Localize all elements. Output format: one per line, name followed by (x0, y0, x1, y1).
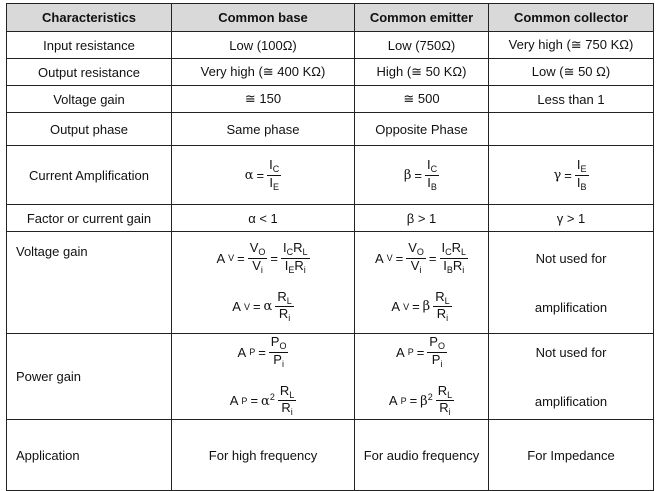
row-output-phase (7, 113, 654, 146)
cell-cb: Low (100Ω) (172, 32, 355, 59)
cell-cc-note: Not used for amplification (489, 232, 654, 334)
cell-label: Current Amplification (7, 146, 172, 205)
cell-cb: Same phase (172, 113, 355, 146)
cell-cb-formula: A P = $\frac{P_O}{P_i}$ A P = $\alpha^2$ $\frac{R_L}{R_i}$ (172, 334, 355, 420)
header-common-collector: Common collector (489, 4, 654, 32)
cell-cc (489, 113, 654, 146)
fraction: $\frac{I_C}{I_E}$ (269, 156, 280, 192)
cell-cb-formula: α = $\frac{I_C}{I_E}$ (172, 146, 355, 205)
fraction: $\frac{I_C}{I_B}$ (426, 156, 438, 192)
row-input-resistance (7, 32, 654, 59)
cell-cb-formula: A V = $\frac{V_O}{V_i}$ = $\frac{I_CR_L}{I_ER_i}$ A V = α $\frac{R_L}{R_i}$ (172, 232, 355, 334)
cell-label: Application (7, 420, 172, 491)
cell-label: Power gain (7, 334, 172, 420)
cell-ce: High (≅ 50 KΩ) (355, 59, 489, 86)
cell-cc: γ > 1 (489, 205, 654, 232)
row-power-gain (7, 334, 654, 420)
cell-cc: Very high (≅ 750 KΩ) (489, 32, 654, 59)
row-output-resistance (7, 59, 654, 86)
cell-label: Voltage gain (7, 86, 172, 113)
cell-ce-formula: β = $\frac{I_C}{I_B}$ (355, 146, 489, 205)
header-common-base: Common base (172, 4, 355, 32)
cell-cb: ≅ 150 (172, 86, 355, 113)
cell-cb: α < 1 (172, 205, 355, 232)
header-common-emitter: Common emitter (355, 4, 489, 32)
row-application (7, 420, 654, 491)
cell-cb: For high frequency (172, 420, 355, 491)
row-factor (7, 205, 654, 232)
row-voltage-gain (7, 86, 654, 113)
cell-ce: Opposite Phase (355, 113, 489, 146)
cell-label: Factor or current gain (7, 205, 172, 232)
cell-label: Input resistance (7, 32, 172, 59)
cell-ce: For audio frequency (355, 420, 489, 491)
cell-ce: ≅ 500 (355, 86, 489, 113)
row-current-amplification (7, 146, 654, 205)
cell-cc-note: Not used for amplification (489, 334, 654, 420)
cell-ce-formula: A V = $\frac{V_O}{V_i}$ = $\frac{I_CR_L}{I_BR_i}$ A V = β $\frac{R_L}{R_i}$ (355, 232, 489, 334)
cell-cc: Less than 1 (489, 86, 654, 113)
cell-ce: Low (750Ω) (355, 32, 489, 59)
cell-label: Output phase (7, 113, 172, 146)
header-row (7, 4, 654, 32)
comparison-table (6, 3, 654, 491)
fraction: $\frac{I_E}{I_B}$ (576, 156, 587, 192)
row-voltage-gain-formula (7, 232, 654, 334)
cell-label: Output resistance (7, 59, 172, 86)
cell-cb: Very high (≅ 400 KΩ) (172, 59, 355, 86)
cell-cc-formula: γ = $\frac{I_E}{I_B}$ (489, 146, 654, 205)
cell-ce: β > 1 (355, 205, 489, 232)
header-characteristics: Characteristics (7, 4, 172, 32)
cell-label: Voltage gain (7, 232, 172, 334)
cell-cc: For Impedance (489, 420, 654, 491)
cell-cc: Low (≅ 50 Ω) (489, 59, 654, 86)
cell-ce-formula: A P = $\frac{P_O}{P_i}$ A P = $\beta^2$ $\frac{R_L}{R_i}$ (355, 334, 489, 420)
